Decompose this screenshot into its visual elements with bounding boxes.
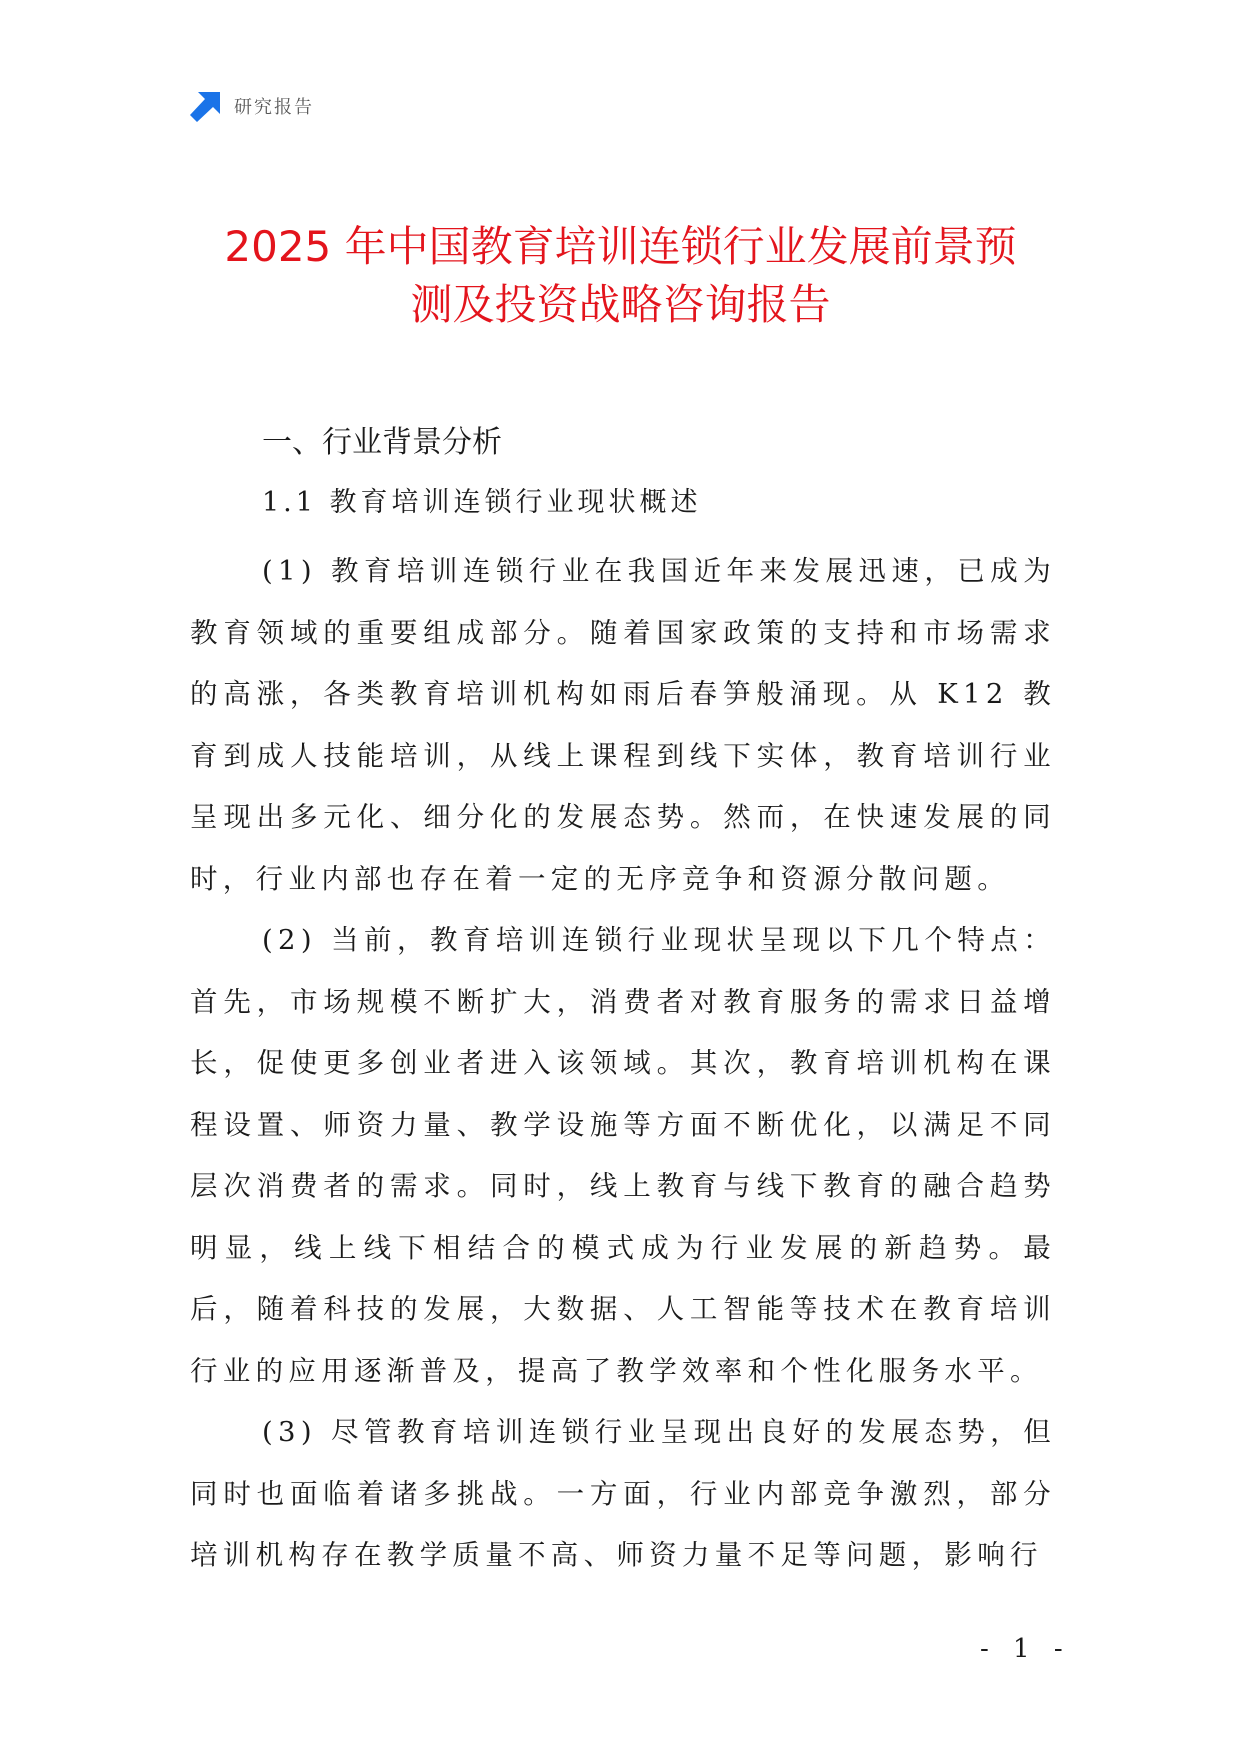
section-subheading: 1.1 教育培训连锁行业现状概述 (262, 487, 702, 518)
page-number: - 1 - (980, 1634, 1071, 1664)
title-line-1: 2025 年中国教育培训连锁行业发展前景预 (224, 222, 1017, 271)
paragraph-1: (1) 教育培训连锁行业在我国近年来发展迅速，已成为教育领域的重要组成部分。随着国家政策的支持和市场需求的高涨，各类教育培训机构如雨后春笋般涌现。从 K12 教育到成人技能培训，从线上课程到线下实体，教育培训行业呈现出多元化、细分化的发展态势。然而，在快速发展的同时，行业内部也存在着一定的无序竞争和资源分散问题。 (190, 555, 1056, 895)
arrow-up-right-icon (190, 90, 222, 122)
paragraph-2: (2) 当前，教育培训连锁行业现状呈现以下几个特点：首先，市场规模不断扩大，消费者对教育服务的需求日益增长，促使更多创业者进入该领域。其次，教育培训机构在课程设置、师资力量、教学设施等方面不断优化，以满足不同层次消费者的需求。同时，线上教育与线下教育的融合趋势明显，线上线下相结合的模式成为行业发展的新趋势。最后，随着科技的发展，大数据、人工智能等技术在教育培训行业的应用逐渐普及，提高了教学效率和个性化服务水平。 (190, 924, 1056, 1387)
report-header (190, 88, 314, 124)
page-title (150, 218, 1091, 334)
section-heading: 一、行业背景分析 (262, 425, 502, 460)
paragraph-3: (3) 尽管教育培训连锁行业呈现出良好的发展态势，但同时也面临着诸多挑战。一方面，行业内部竞争激烈，部分培训机构存在教学质量不高、师资力量不足等问题，影响行 (190, 1416, 1056, 1571)
header-label: 研究报告 (234, 97, 314, 118)
body-text (190, 541, 1056, 1587)
title-line-2: 测及投资战略咨询报告 (410, 280, 831, 329)
